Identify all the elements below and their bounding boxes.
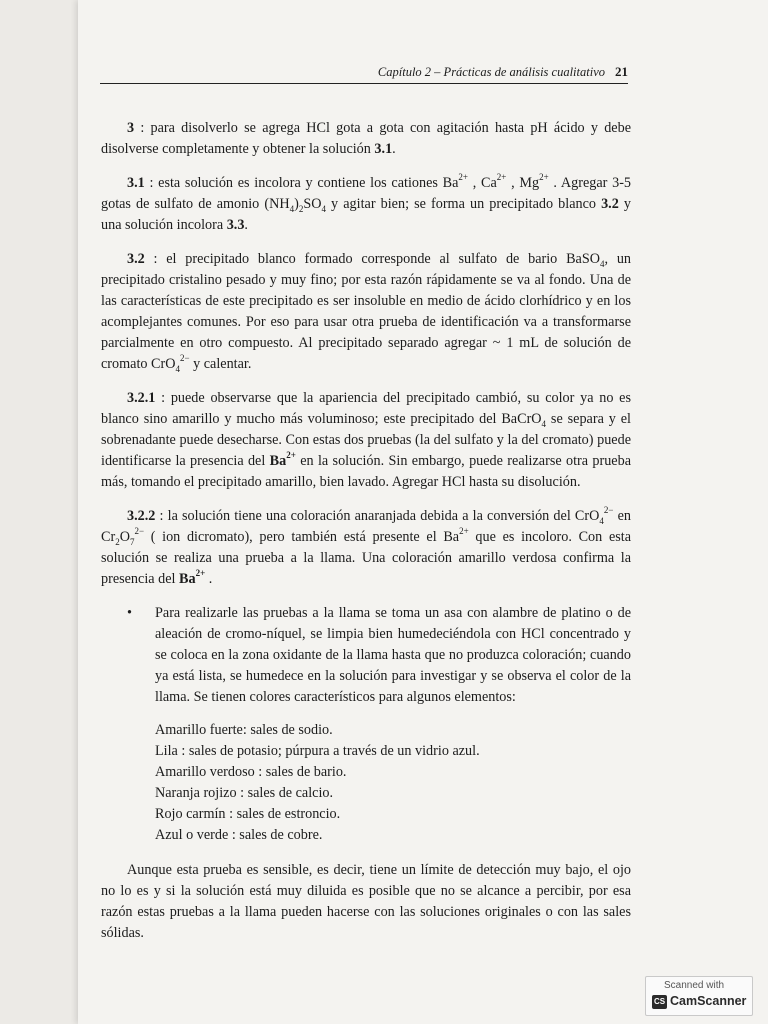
camscanner-text: CamScanner [670,994,747,1008]
paragraph-3-1: 3.1 : esta solución es incolora y contiene los cationes $Ba^{2+}$ , $Ca^{2+}$ , $Mg^{2+}$ . Agregar 3-5 gotas de sulfato de amonio $(NH_4)_2SO_4$ y agitar bien; se forma un precipitado blanco 3.2 y una solución incolora 3.3. [101,172,632,233]
flame-color-list [101,720,631,846]
scanned-with-text: Scanned with [664,980,725,991]
bullet-dot: • [127,605,132,621]
list-item: Rojo carmín : sales de estroncio. [155,806,341,822]
page-number: 21 [615,64,628,79]
page-body [101,118,631,957]
list-item: Amarillo verdoso : sales de bario. [155,764,347,780]
list-item: Naranja rojizo : sales de calcio. [155,785,334,801]
camscanner-logo-icon: CS [652,995,667,1009]
list-item: Lila : sales de potasio; púrpura a través de un vidrio azul. [155,743,480,759]
paragraph-3: 3 : para disolverlo se agrega HCl gota a gota con agitación hasta pH ácido y debe disolverse completamente y obtener la solución 3.1. [101,120,631,157]
chapter-title: Capítulo 2 – Prácticas de análisis cualitativo [377,65,605,79]
list-item: Amarillo fuerte: sales de sodio. [155,722,333,738]
closing-paragraph: Aunque esta prueba es sensible, es decir, tiene un límite de detección muy bajo, el ojo no lo es y si la solución está muy diluida es posible que no se alcance a percibir, por esa razón estas pruebas a la llama pueden hacerse con las soluciones originales o con las sales sólidas. [101,862,631,941]
scanner-watermark [645,976,753,1016]
list-item: Azul o verde : sales de cobre. [155,827,323,843]
paragraph-3-2-1: 3.2.1 : puede observarse que la apariencia del precipitado cambió, su color ya no es blanco sino amarillo y mucho más voluminoso; este precipitado del BaCrO$_4$ se separa y el sobrenadante puede desecharse. Con estas dos pruebas (la del sulfato y la del cromato) puede identificarse la presencia del $Ba^{2+}$ en la solución. Sin embargo, puede realizarse otra prueba más, tomando el precipitado amarillo, bien lavado. Agregar HCl hasta su disolución. [101,390,631,490]
paragraph-3-2: 3.2 : el precipitado blanco formado corresponde al sulfato de bario BaSO$_4$, un precipitado cristalino pesado y muy fino; por esta razón rápidamente se va al fondo. Una de las características de este precipitado es ser insoluble en medio de ácido clorhídrico y en los acomplejantes comunes. Por eso para usar otra prueba de identificación va a transformarse parcialmente en otro compuesto. Al precipitado separado agregar ~ 1 mL de solución de cromato CrO$_4^{2-}$ y calentar. [101,251,632,374]
flame-test-bullet [101,603,631,708]
bullet-text: Para realizarle las pruebas a la llama se toma un asa con alambre de platino o de aleación de cromo-níquel, se limpia bien humedeciéndola con HCl concentrado y se coloca en la zona oxidante de la llama hasta que no produzca coloración; cuando ya está lista, se humedece en la solución para investigar y se observa el color de la llama. Se tienen colores característicos para algunos elementos: [155,605,631,705]
paragraph-3-2-2: 3.2.2 : la solución tiene una coloración anaranjada debida a la conversión del CrO$_4^{2-}$ en $Cr_2O_7^{2-}$ ( ion dicromato), pero también está presente el $Ba^{2+}$ que es incoloro. Con esta solución se realiza una prueba a la llama. Una coloración amarillo verdosa confirma la presencia del $Ba^{2+}$ . [101,505,631,587]
running-header [100,64,628,80]
header-rule [100,83,628,84]
